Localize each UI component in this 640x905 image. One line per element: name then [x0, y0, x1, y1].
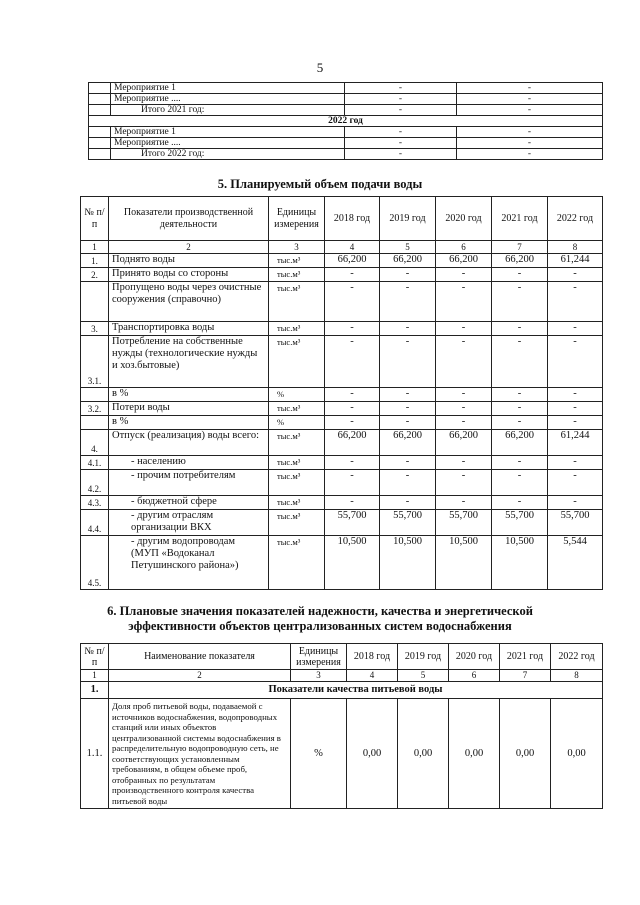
row-no: 4.2.	[81, 470, 109, 496]
value-cell: -	[436, 456, 492, 470]
row-no: 4.3.	[81, 496, 109, 510]
row-no	[81, 388, 109, 402]
value-cell: 55,700	[325, 510, 380, 536]
unit-cell: тыс.м³	[269, 282, 325, 322]
table-row	[81, 430, 603, 456]
value-cell: -	[325, 496, 380, 510]
col-header-year: 2019 год	[398, 644, 449, 670]
value-cell: -	[548, 282, 603, 322]
unit-cell: тыс.м³	[269, 322, 325, 336]
table-row	[81, 336, 603, 388]
unit-cell: тыс.м³	[269, 470, 325, 496]
table-row	[81, 496, 603, 510]
value-cell: -	[492, 470, 548, 496]
value-cell: 66,200	[436, 254, 492, 268]
value-cell: 55,700	[436, 510, 492, 536]
table-row: Мероприятие .... - -	[89, 138, 603, 149]
table-row	[81, 268, 603, 282]
col-header-year: 2020 год	[449, 644, 500, 670]
indicator-name: - прочим потребителям	[109, 470, 269, 496]
value-cell: -	[492, 496, 548, 510]
row-no: 2.	[81, 268, 109, 282]
value-cell: 10,500	[436, 536, 492, 590]
value-cell: -	[436, 282, 492, 322]
event-name: Мероприятие ....	[111, 138, 345, 149]
indicator-name: Потери воды	[109, 402, 269, 416]
value-cell: -	[548, 336, 603, 388]
col-header-year: 2022 год	[551, 644, 603, 670]
value-cell: 66,200	[380, 254, 436, 268]
indicator-name: Поднято воды	[109, 254, 269, 268]
value-cell: 5,544	[548, 536, 603, 590]
value-cell: -	[436, 336, 492, 388]
indicator-name: Потребление на собственные нужды (технологические нужды и хоз.бытовые)	[109, 336, 269, 388]
unit-cell: тыс.м³	[269, 402, 325, 416]
value-cell: 66,200	[380, 430, 436, 456]
value-cell: -	[325, 456, 380, 470]
water-supply-table	[80, 196, 603, 590]
events-table	[88, 82, 603, 160]
row-no: 4.	[81, 430, 109, 456]
table-row	[81, 456, 603, 470]
value-cell: -	[492, 322, 548, 336]
row-no: 4.5.	[81, 536, 109, 590]
row-no	[81, 282, 109, 322]
group-no: 1.	[81, 682, 109, 699]
indicator-name: Транспортировка воды	[109, 322, 269, 336]
table-row	[81, 254, 603, 268]
col-header-year: 2020 год	[436, 197, 492, 241]
value-cell: -	[548, 322, 603, 336]
table-row	[81, 699, 603, 809]
table-row	[81, 536, 603, 590]
col-header-year: 2021 год	[500, 644, 551, 670]
value-cell: 55,700	[492, 510, 548, 536]
value-cell: -	[380, 336, 436, 388]
value-cell: 55,700	[548, 510, 603, 536]
year-header: 2022 год	[89, 116, 603, 127]
value-cell: -	[492, 456, 548, 470]
col-header-year: 2021 год	[492, 197, 548, 241]
value-cell: -	[548, 416, 603, 430]
value-cell: -	[548, 388, 603, 402]
value-cell: -	[492, 336, 548, 388]
group-label: Показатели качества питьевой воды	[109, 682, 603, 699]
value-cell: -	[380, 268, 436, 282]
indicator-name: - бюджетной сфере	[109, 496, 269, 510]
value-cell: 61,244	[548, 254, 603, 268]
indicator-name: в %	[109, 388, 269, 402]
table-row	[81, 416, 603, 430]
table-row: Мероприятие 1 - -	[89, 127, 603, 138]
table-row: Итого 2021 год: - -	[89, 105, 603, 116]
indicator-name: - другим водопроводам (МУП «Водоканал Петушинского района»)	[109, 536, 269, 590]
indicator-name: Принято воды со стороны	[109, 268, 269, 282]
unit-cell: тыс.м³	[269, 268, 325, 282]
table-row: Итого 2022 год: - -	[89, 149, 603, 160]
value-cell: -	[436, 416, 492, 430]
value-cell: -	[380, 388, 436, 402]
row-no: 4.4.	[81, 510, 109, 536]
table-row	[81, 322, 603, 336]
event-total: Итого 2022 год:	[111, 149, 345, 160]
value-cell: -	[380, 470, 436, 496]
column-number-row: 1 2 3 4 5 6 7 8	[81, 670, 603, 682]
indicator-name: Отпуск (реализация) воды всего:	[109, 430, 269, 456]
value-cell: -	[325, 470, 380, 496]
indicator-name: Пропущено воды через очистные сооружения (справочно)	[109, 282, 269, 322]
value-cell: 61,244	[548, 430, 603, 456]
value-cell: 55,700	[380, 510, 436, 536]
col-header-unit: Единицы измерения	[269, 197, 325, 241]
table-row	[81, 402, 603, 416]
header-row	[81, 197, 603, 241]
unit-cell: тыс.м³	[269, 536, 325, 590]
unit-cell: %	[269, 388, 325, 402]
value-cell: -	[380, 496, 436, 510]
event-name: Мероприятие 1	[111, 83, 345, 94]
value-cell: -	[492, 402, 548, 416]
col-header-no: № п/п	[81, 197, 109, 241]
event-name: Мероприятие 1	[111, 127, 345, 138]
unit-cell: тыс.м³	[269, 336, 325, 388]
value-cell: 0,00	[551, 699, 603, 809]
header-row	[81, 644, 603, 670]
table-row: Мероприятие .... - -	[89, 94, 603, 105]
row-no	[81, 416, 109, 430]
value-cell: -	[436, 402, 492, 416]
unit-cell: %	[269, 416, 325, 430]
quality-indicators-table	[80, 643, 603, 809]
unit-cell: %	[291, 699, 347, 809]
table-row	[81, 470, 603, 496]
col-header-unit: Единицы измерения	[291, 644, 347, 670]
column-number-row: 1 2 3 4 5 6 7 8	[81, 241, 603, 254]
value-cell: -	[548, 456, 603, 470]
value-cell: 66,200	[492, 430, 548, 456]
col-header-year: 2018 год	[347, 644, 398, 670]
value-cell: -	[325, 322, 380, 336]
value-cell: 10,500	[325, 536, 380, 590]
table-row	[81, 510, 603, 536]
value-cell: -	[436, 322, 492, 336]
unit-cell: тыс.м³	[269, 456, 325, 470]
value-cell: -	[325, 268, 380, 282]
row-no: 3.	[81, 322, 109, 336]
value-cell: 10,500	[380, 536, 436, 590]
unit-cell: тыс.м³	[269, 254, 325, 268]
value-cell: 10,500	[492, 536, 548, 590]
event-name: Мероприятие ....	[111, 94, 345, 105]
value-cell: -	[492, 282, 548, 322]
year-header-row	[89, 116, 603, 127]
value-cell: -	[325, 402, 380, 416]
col-header-year: 2022 год	[548, 197, 603, 241]
value-cell: -	[436, 470, 492, 496]
event-total: Итого 2021 год:	[111, 105, 345, 116]
value-cell: -	[436, 496, 492, 510]
row-no: 3.1.	[81, 336, 109, 388]
value-cell: 66,200	[436, 430, 492, 456]
value-cell: -	[380, 402, 436, 416]
value-cell: -	[436, 268, 492, 282]
value-cell: 0,00	[449, 699, 500, 809]
unit-cell: тыс.м³	[269, 430, 325, 456]
section6-title: 6. Плановые значения показателей надежности, качества и энергетической эффективности объектов централизованных систем водоснабжения	[107, 604, 533, 633]
unit-cell: тыс.м³	[269, 496, 325, 510]
indicator-name: в %	[109, 416, 269, 430]
value-cell: -	[380, 416, 436, 430]
value-cell: 66,200	[492, 254, 548, 268]
value-cell: -	[380, 456, 436, 470]
value-cell: -	[548, 470, 603, 496]
value-cell: 0,00	[500, 699, 551, 809]
value-cell: -	[325, 336, 380, 388]
value-cell: -	[436, 388, 492, 402]
row-no: 1.	[81, 254, 109, 268]
value-cell: -	[548, 496, 603, 510]
table-row: Мероприятие 1 - -	[89, 83, 603, 94]
value-cell: 0,00	[398, 699, 449, 809]
row-no: 1.1.	[81, 699, 109, 809]
value-cell: -	[380, 322, 436, 336]
page-number: 5	[316, 60, 324, 75]
row-no: 3.2.	[81, 402, 109, 416]
unit-cell: тыс.м³	[269, 510, 325, 536]
indicator-name: - другим отраслям организации ВКХ	[109, 510, 269, 536]
table-row	[81, 388, 603, 402]
value-cell: -	[325, 388, 380, 402]
value-cell: -	[380, 282, 436, 322]
col-header-indicator: Показатели производственной деятельности	[109, 197, 269, 241]
value-cell: -	[548, 402, 603, 416]
section5-title: 5. Планируемый объем подачи воды	[217, 177, 423, 191]
group-row	[81, 682, 603, 699]
col-header-no: № п/п	[81, 644, 109, 670]
value-cell: -	[492, 268, 548, 282]
col-header-name: Наименование показателя	[109, 644, 291, 670]
row-no: 4.1.	[81, 456, 109, 470]
value-cell: -	[492, 416, 548, 430]
value-cell: -	[548, 268, 603, 282]
value-cell: 66,200	[325, 254, 380, 268]
indicator-name: Доля проб питьевой воды, подаваемой с источников водоснабжения, водопроводных станций или иных объектов централизованной системы водоснабжения в распределительную водопроводную сеть, не соответствующих установленным требованиям, в общем объеме проб, отобранных по результатам производственного контроля качества питьевой воды	[109, 699, 291, 809]
table-row	[81, 282, 603, 322]
value-cell: -	[325, 282, 380, 322]
value-cell: -	[492, 388, 548, 402]
col-header-year: 2018 год	[325, 197, 380, 241]
value-cell: -	[325, 416, 380, 430]
value-cell: 0,00	[347, 699, 398, 809]
col-header-year: 2019 год	[380, 197, 436, 241]
indicator-name: - населению	[109, 456, 269, 470]
value-cell: 66,200	[325, 430, 380, 456]
